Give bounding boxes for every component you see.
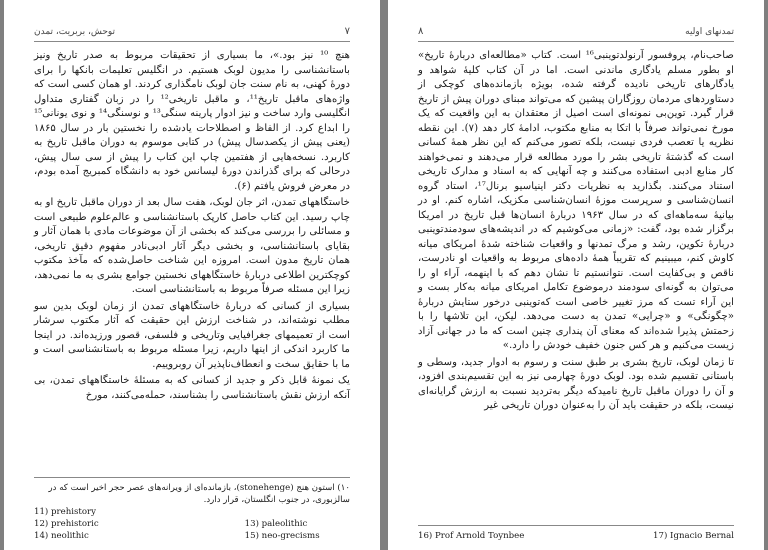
footnote: ۱۰) استون هنج (stonehenge)، بازمانده‌ای از ویرانه‌های عصر حجر اخیر است که در سالزبوری، در جنوب انگلستان، قرار دارد.: [48, 483, 350, 505]
footnote: 13) paleolithic: [244, 519, 308, 529]
page-header: [34, 26, 350, 42]
running-title: توحش، بربریت، تمدن: [34, 26, 116, 37]
paragraph: هنچ ¹⁰ نیز بود.»، ما بسیاری از تحقیقات مربوط به صدر تاریخ ونیز باستانشناسی را مدیون لوبک هستیم. در انگلیس تعلیمات بانکها را برای دورهٔ کهنی، به نام سنت جان لوبک نامگذاری کردند. او همان کسی است که واژه‌های ماقبل تاریخ¹¹، و ماقبل تاریخی¹² را در زبان گفتاری متداول انگلیسی وارد ساخت و نیز ادوار پارینه سنگی¹³ و نوسنگی¹⁴ و نوی یونانی¹⁵ را ابداع کرد. از الفاظ و اصطلاحات یادشده را نخستین بار در سال ۱۸۶۵ (یعنی پیش از یکصدسال پیش) در کتابی موسوم به دوران ماقبل تاریخ به کاربرد. نسخه‌هایی از هفتمین چاپ این کتاب را پیش از سی سال پیش، درحالی که برای گذراندن دورهٔ لیسانس خود به دانشگاه کمبریج آمده بودم، در معرض فروش یافتم (۶).: [34, 50, 351, 192]
paragraph: تا زمان لوبک، تاریخ بشری بر طبق سنت و رسوم به ادوار جدید، وسطی و باستانی تقسیم شده بود. لوبک دورهٔ چهارمی نیز به این تقسیم‌بندی افزود، و آن را دوران ماقبل تاریخ نامیدکه دیگر به‌تردید نسبت به ارزش گرایانه‌ای نیست، بلکه در حقیقت باید آن را به‌عنوان دوران تاریخی غیر: [418, 356, 734, 411]
page-number: ۷: [344, 26, 350, 37]
footnote: 16) Prof Arnold Toynbee: [418, 531, 525, 541]
paragraph: یک نمونهٔ قابل ذکر و جدید از کسانی که به مسئلهٔ خاستگاههای تمدن، بی آنکه ارزش نقش باستانشناسی را بشناسند، حمله‌می‌کنند، مورخ: [34, 375, 350, 401]
footnote: 14) neolithic: [34, 531, 89, 541]
right-page: [388, 0, 764, 550]
page-body: [418, 49, 734, 414]
page-header: [418, 26, 734, 42]
footnotes: [34, 477, 350, 542]
page-number: ۸: [418, 26, 424, 37]
page-body: [34, 49, 350, 403]
running-title: تمدنهای اولیه: [685, 26, 734, 37]
paragraph: صاحب‌نام، پروفسور آرنولدتوینبی¹⁶ است. کتاب «مطالعه‌ای دربارهٔ تاریخ» او بطور مسلم یادگاری ماندنی است. اما در آن کتاب کلیهٔ شواهد و یادگارهای تاریخی نادیده گرفته شده، بویژه بازمانده‌های کوچکی از دستاوردهای مردمان روزگاران پیشین که می‌تواند مبنای دوران پیش از تاریخ قرار گیرد. توین‌بی نمونه‌ای است اصیل از معتقدان به این واقعیت که یک مورخ نمی‌تواند صرفاً با اتکا به منابع مکتوب، ادامهٔ کار دهد (۷). این نقطه نظریه یا تعصب فردی نیست، بلکه تصور می‌کنم که این نظر همهٔ کسانی است که گذشتهٔ تاریخی بشر را مورد مطالعه قرار می‌دهند و نمی‌خواهند کار منابع ادبی استفاده می‌کنند و چه آنهایی که به اسناد و مدارک تاریخی استناد می‌کنند. بگذارید به نظریات دکتر اینیاسیو برنال¹⁷، استاد گروه انسان‌شناسی و سرپرست موزهٔ انسان‌شناسی مکزیک، اشاره کنم. او در بیانیهٔ سه‌ماهه‌ای که در سال ۱۹۶۳ دربارهٔ انسان‌ها قبل تاریخ در امریکا برگزار شده بود، گفت: «زمانی می‌کوشیم که در اندیشه‌های سودمندتوینبی دربارهٔ تکوین، رشد و مرگ تمدنها و واقعیات شناخته شدهٔ امریکای میانه کاوش کنم، میبینیم که تقریباً همهٔ داده‌های مربوط به واقعیات او نادرست، ناقص و بی‌کفایت است. نتوانستیم تا نشان دهم که با اینهمه، آراء او را می‌توان به گونه‌ای سودمند درموضوع تکامل امریکای میانه به‌کار بست و این آراء تست که مرز تغییر خاصی است که‌توینبی درخور ستایش دربارهٔ «چگونگی» و «چرایی» تمدن به دست می‌دهد. لیکن، این تلاشها را با زحمتش پذیرا شده‌اند که معنای آن پنداری چنین است که ما در جهانی آزاد زیست می‌کنیم و هر کس جنون خفیف خودش را دارد.»: [418, 50, 734, 351]
footnote: 17) Ignacio Bernal: [653, 531, 734, 541]
left-page: [4, 0, 380, 550]
footnote: 15) neo-grecisms: [244, 531, 320, 541]
paragraph: بسیاری از کسانی که دربارهٔ خاستگاههای تمدن از زمان لوبک بدین سو مطلب نوشته‌اند، در شناخت ارزش این حقیقت که آثار مکتوب سرشار است از تعمیمهای جغرافیایی وتاریخی و فلسفی، قصور ورزیده‌اند. در اینجا ما کاربرد اندکی از اینها داریم، زیرا مسئله مربوط به باستانشناسی است و ما با حقایق سخت و انعطاف‌ناپذیر آن روبروییم.: [34, 300, 350, 370]
footnote: 11) prehistory: [34, 507, 96, 517]
paragraph: خاستگاههای تمدن، اثر جان لوبک، هفت سال بعد از دوران ماقبل تاریخ او به چاپ رسید. این کتاب حاصل کارپک باستانشناسی و عالم‌علوم طبیعی است و مسائلی را بررسی می‌کند که بخشی از آن موضوعات مادی با همان آثار و بقایای باستانشناسی، و بخشی دیگر آثار ادبی‌نادر مفهوم دقیق تاریخی، همان تاریخ مدون است. امروزه این شناخت حاصل‌شده که مآخذ مکتوب کوچکترین اطلاعی دربارهٔ خاستگاههای نخستین جوامع بشری به ما نمی‌دهد، زیرا این مسئله صرفاً مربوط به باستانشناسی است.: [34, 197, 350, 295]
footnotes: [418, 525, 734, 542]
footnote: 12) prehistoric: [34, 519, 99, 529]
